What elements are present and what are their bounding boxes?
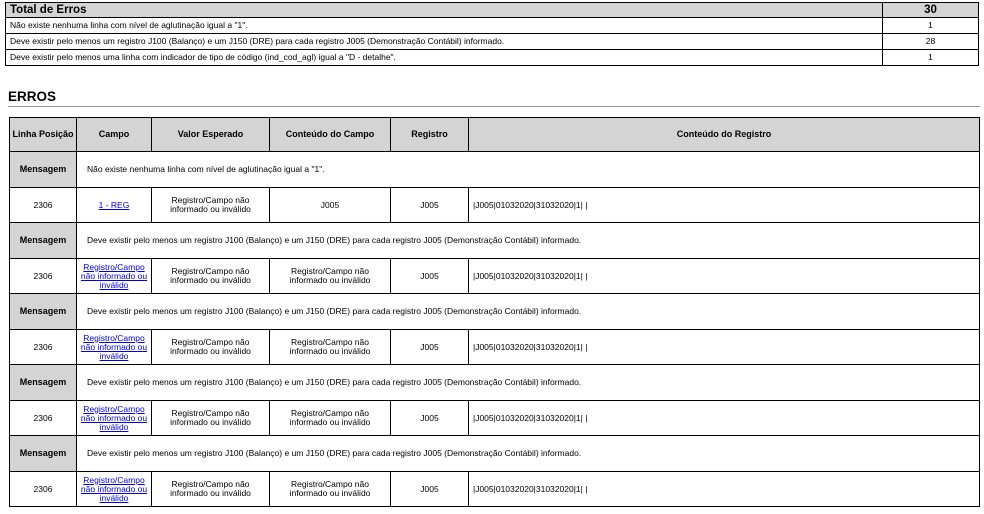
linha-cell: 2306 [10, 188, 77, 223]
linha-cell: 2306 [10, 401, 77, 436]
conteudo-campo-cell: Registro/Campo não informado ou inválido [270, 259, 391, 294]
errors-title: ERROS [8, 89, 57, 104]
campo-link[interactable]: Registro/Campo não informado ou inválido [80, 332, 148, 361]
summary-row [6, 18, 979, 34]
conteudo-campo-cell: J005 [270, 188, 391, 223]
message-label: Mensagem [10, 223, 77, 259]
campo-cell [77, 188, 152, 223]
summary-row-count: 1 [883, 18, 979, 34]
message-row [10, 436, 980, 472]
header-conteudo-registro: Conteúdo do Registro [469, 118, 980, 152]
campo-cell [77, 401, 152, 436]
registro-cell: J005 [391, 472, 469, 507]
detail-row [10, 188, 980, 223]
message-label: Mensagem [10, 152, 77, 188]
message-label: Mensagem [10, 365, 77, 401]
registro-cell: J005 [391, 330, 469, 365]
campo-link[interactable]: 1 - REG [98, 199, 130, 210]
message-row [10, 294, 980, 330]
registro-cell: J005 [391, 259, 469, 294]
summary-table [5, 2, 979, 66]
summary-header-row [6, 3, 979, 18]
detail-row [10, 259, 980, 294]
linha-cell: 2306 [10, 330, 77, 365]
campo-cell [77, 330, 152, 365]
valor-esperado-cell: Registro/Campo não informado ou inválido [152, 401, 270, 436]
summary-row-count: 28 [883, 34, 979, 50]
valor-esperado-cell: Registro/Campo não informado ou inválido [152, 259, 270, 294]
campo-link[interactable]: Registro/Campo não informado ou inválido [80, 261, 148, 290]
message-label: Mensagem [10, 436, 77, 472]
summary-row-count: 1 [883, 50, 979, 66]
campo-cell [77, 472, 152, 507]
summary-total: 30 [883, 3, 979, 18]
errors-header-row [10, 118, 980, 152]
header-valor-esperado: Valor Esperado [152, 118, 270, 152]
message-row [10, 223, 980, 259]
campo-link[interactable]: Registro/Campo não informado ou inválido [80, 403, 148, 432]
conteudo-registro-cell: |J005|01032020|31032020|1| | [469, 259, 980, 294]
campo-cell [77, 259, 152, 294]
header-campo: Campo [77, 118, 152, 152]
message-text: Deve existir pelo menos um registro J100 (Balanço) e um J150 (DRE) para cada registro J005 (Demonstração Contábil) informado. [77, 365, 980, 401]
linha-cell: 2306 [10, 259, 77, 294]
conteudo-campo-cell: Registro/Campo não informado ou inválido [270, 472, 391, 507]
message-text: Deve existir pelo menos um registro J100 (Balanço) e um J150 (DRE) para cada registro J005 (Demonstração Contábil) informado. [77, 294, 980, 330]
conteudo-campo-cell: Registro/Campo não informado ou inválido [270, 401, 391, 436]
header-registro: Registro [391, 118, 469, 152]
message-label: Mensagem [10, 294, 77, 330]
valor-esperado-cell: Registro/Campo não informado ou inválido [152, 472, 270, 507]
summary-row-text: Deve existir pelo menos um registro J100 (Balanço) e um J150 (DRE) para cada registro J005 (Demonstração Contábil) informado. [6, 34, 883, 50]
message-text: Não existe nenhuma linha com nível de aglutinação igual a "1". [77, 152, 980, 188]
registro-cell: J005 [391, 188, 469, 223]
title-divider [8, 106, 980, 107]
header-conteudo-campo: Conteúdo do Campo [270, 118, 391, 152]
detail-row [10, 401, 980, 436]
message-text: Deve existir pelo menos um registro J100 (Balanço) e um J150 (DRE) para cada registro J005 (Demonstração Contábil) informado. [77, 436, 980, 472]
valor-esperado-cell: Registro/Campo não informado ou inválido [152, 188, 270, 223]
message-row [10, 365, 980, 401]
detail-row [10, 472, 980, 507]
summary-row [6, 34, 979, 50]
linha-cell: 2306 [10, 472, 77, 507]
summary-row-text: Deve existir pelo menos uma linha com indicador de tipo de código (ind_cod_agl) igual a "D - detalhe". [6, 50, 883, 66]
registro-cell: J005 [391, 401, 469, 436]
message-row [10, 152, 980, 188]
summary-title: Total de Erros [6, 3, 883, 18]
errors-table [9, 117, 980, 507]
conteudo-registro-cell: |J005|01032020|31032020|1| | [469, 188, 980, 223]
conteudo-registro-cell: |J005|01032020|31032020|1| | [469, 401, 980, 436]
campo-link[interactable]: Registro/Campo não informado ou inválido [80, 474, 148, 503]
conteudo-registro-cell: |J005|01032020|31032020|1| | [469, 330, 980, 365]
header-linha: Linha Posição [10, 118, 77, 152]
detail-row [10, 330, 980, 365]
conteudo-registro-cell: |J005|01032020|31032020|1| | [469, 472, 980, 507]
valor-esperado-cell: Registro/Campo não informado ou inválido [152, 330, 270, 365]
summary-row [6, 50, 979, 66]
conteudo-campo-cell: Registro/Campo não informado ou inválido [270, 330, 391, 365]
message-text: Deve existir pelo menos um registro J100 (Balanço) e um J150 (DRE) para cada registro J005 (Demonstração Contábil) informado. [77, 223, 980, 259]
summary-row-text: Não existe nenhuma linha com nível de aglutinação igual a "1". [6, 18, 883, 34]
